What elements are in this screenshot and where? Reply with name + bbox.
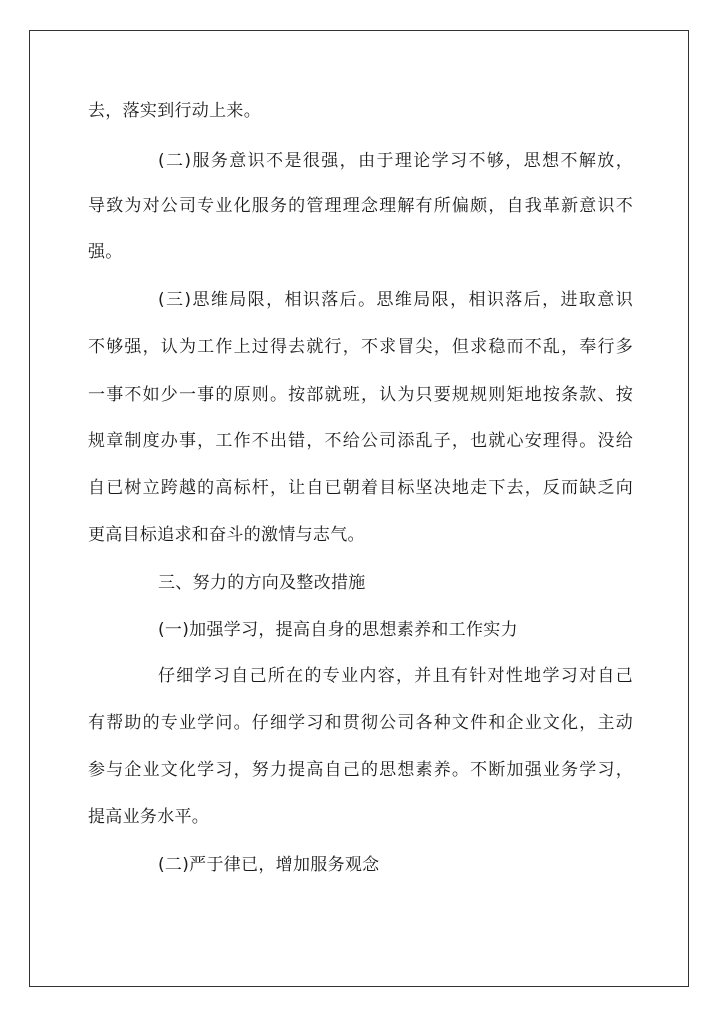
text-line-10: 更高目标追求和奋斗的激情与志气。 [88, 525, 365, 545]
text-line-5: (三)思维局限，相识落后。思维局限，相识落后，进取意识 [158, 290, 633, 310]
text-line-16: 提高业务水平。 [88, 807, 210, 827]
text-line-14: 有帮助的专业学问。仔细学习和贯彻公司各种文件和企业文化，主动 [88, 713, 633, 733]
text-line-13: 仔细学习自己所在的专业内容，并且有针对性地学习对自己 [158, 666, 633, 686]
text-line-6: 不够强，认为工作上过得去就行，不求冒尖，但求稳而不乱，奉行多 [88, 337, 633, 357]
text-line-12: (一)加强学习，提高自身的思想素养和工作实力 [158, 620, 518, 640]
text-line-15: 参与企业文化学习，努力提高自己的思想素养。不断加强业务学习， [88, 760, 633, 780]
text-line-7: 一事不如少一事的原则。按部就班，认为只要规规则矩地按条款、按 [88, 385, 633, 405]
text-line-4: 强。 [88, 242, 123, 262]
text-line-2: (二)服务意识不是很强，由于理论学习不够，思想不解放， [158, 151, 633, 171]
section-heading: 三、努力的方向及整改措施 [158, 573, 366, 593]
text-line-9: 自已树立跨越的高标杆，让自已朝着目标坚决地走下去，反而缺乏向 [88, 478, 633, 498]
text-line-17: (二)严于律已，增加服务观念 [158, 855, 380, 875]
page-border [29, 30, 689, 987]
text-line-3: 导致为对公司专业化服务的管理理念理解有所偏颇，自我革新意识不 [88, 196, 633, 216]
text-line-8: 规章制度办事，工作不出错，不给公司添乱子，也就心安理得。没给 [88, 431, 633, 451]
text-line-1: 去，落实到行动上来。 [88, 101, 261, 121]
